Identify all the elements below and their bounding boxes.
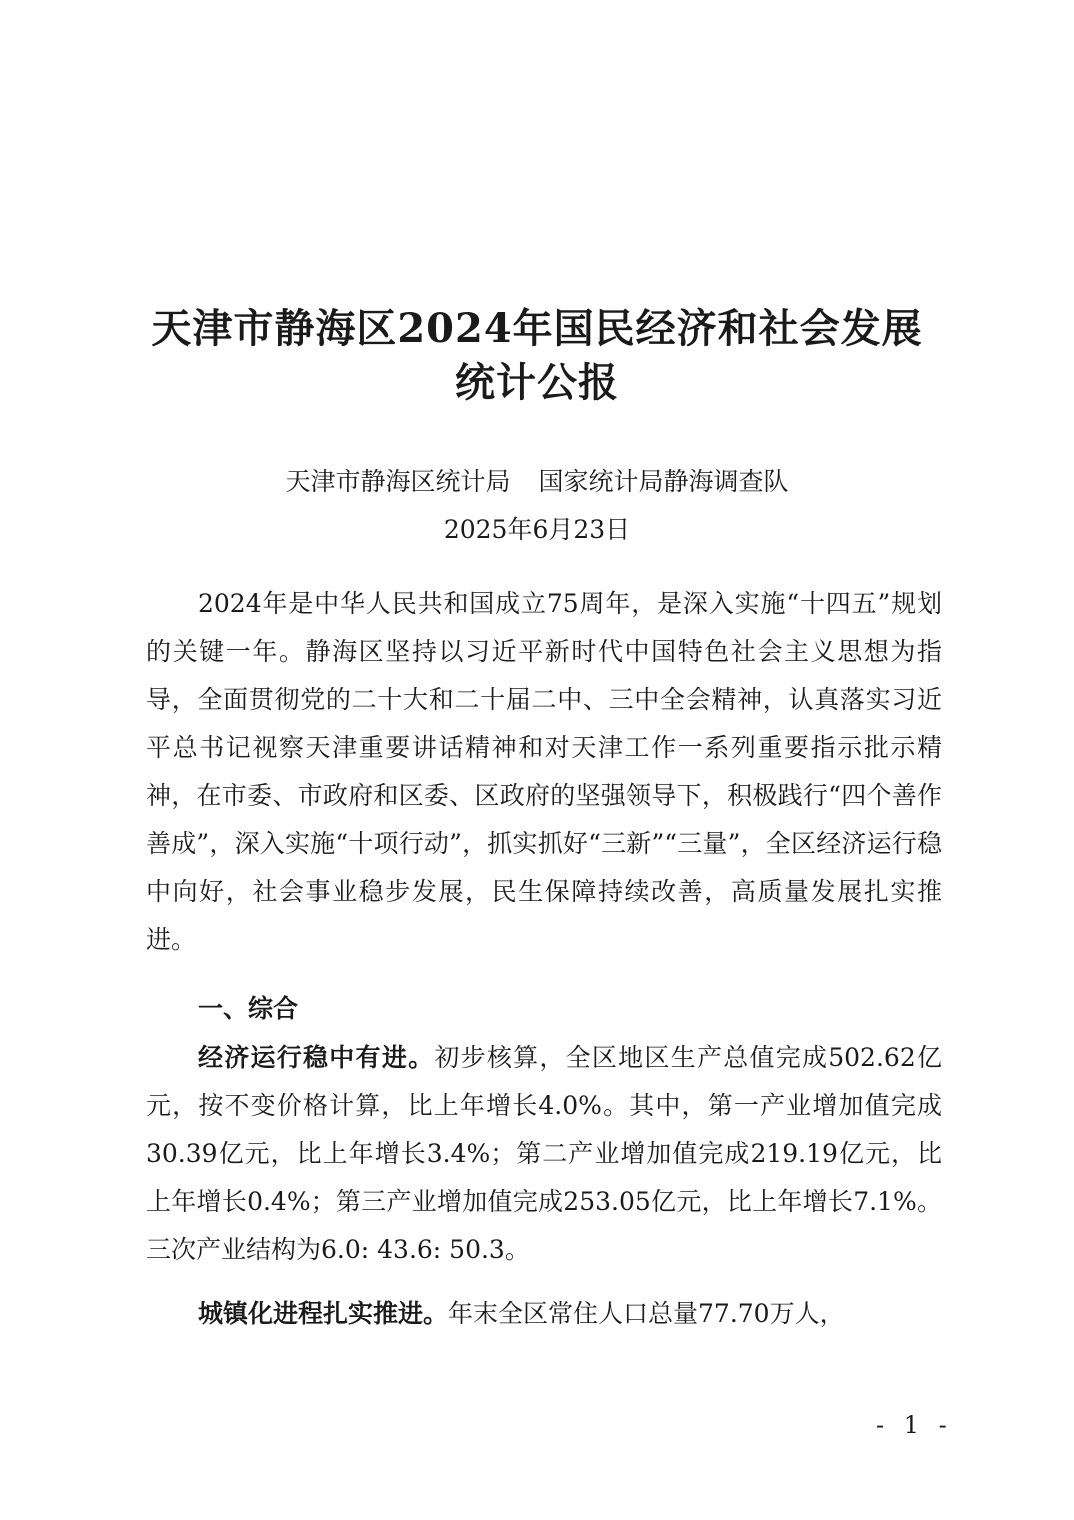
document-title-line-1: 天津市静海区2024年国民经济和社会发展 <box>151 305 923 352</box>
paragraph-urbanization-lead: 城镇化进程扎实推进。 <box>198 1299 449 1328</box>
intro-paragraph: 2024年是中华人民共和国成立75周年，是深入实施“十四五”规划的关键一年。静海区坚持以习近平新时代中国特色社会主义思想为指导，全面贯彻党的二十大和二十届二中、三中全会精神，认真落实习近平总书记视察天津重要讲话精神和对天津工作一系列重要指示批示精神，在市委、市政府和区委、区政府的坚强领导下，积极践行“四个善作善成”，深入实施“十项行动”，抓实抓好“三新”“三量”，全区经济运行稳中向好，社会事业稳步发展，民生保障持续改善，高质量发展扎实推进。 <box>146 589 942 954</box>
issuer-line <box>0 462 1074 502</box>
page-number: - 1 - <box>876 1411 953 1439</box>
paragraph-economy-lead: 经济运行稳中有进。 <box>198 1043 435 1072</box>
paragraph-urbanization <box>146 1290 942 1338</box>
issuer-survey-team: 国家统计局静海调查队 <box>538 467 789 496</box>
paragraph-urbanization-text: 年末全区常住人口总量77.70万人， <box>448 1299 845 1328</box>
publish-date: 2025年6月23日 <box>443 515 631 544</box>
paragraph-economy <box>146 1034 942 1274</box>
issuer-statistics-bureau: 天津市静海区统计局 <box>285 467 511 496</box>
section-heading-comprehensive: 一、综合 <box>198 994 299 1023</box>
document-title-line-2: 统计公报 <box>455 359 619 406</box>
paragraph-economy-text: 初步核算，全区地区生产总值完成502.62亿元，按不变价格计算，比上年增长4.0%。其中，第一产业增加值完成30.39亿元，比上年增长3.4%；第二产业增加值完成219.19亿元，比上年增长0.4%；第三产业增加值完成253.05亿元，比上年增长7.1%。三次产业结构为6.0: 43.6: 50.3。 <box>146 1043 942 1264</box>
